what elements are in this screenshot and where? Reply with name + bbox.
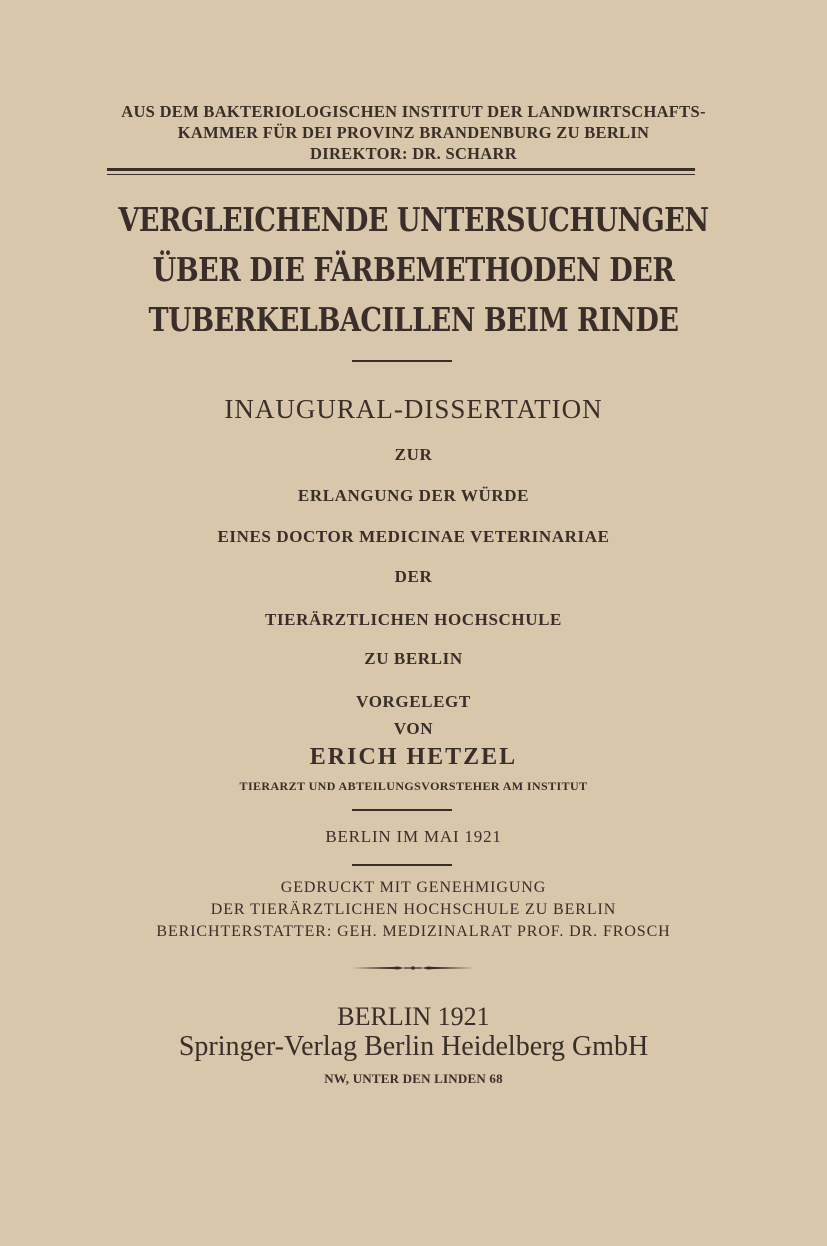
publisher-name: Springer-Verlag Berlin Heidelberg GmbH bbox=[178, 1031, 649, 1062]
dissertation-line-doctor: EINES DOCTOR MEDICINAE VETERINARIAE bbox=[217, 527, 610, 546]
header-line-1: AUS DEM BAKTERIOLOGISCHEN INSTITUT DER LANDWIRTSCHAFTS- bbox=[121, 102, 706, 121]
dissertation-line-zur: ZUR bbox=[394, 445, 433, 464]
header-double-rule bbox=[107, 168, 695, 175]
title-line-2: ÜBER DIE FÄRBEMETHODEN DER bbox=[152, 250, 675, 289]
title-rule bbox=[352, 360, 452, 362]
dissertation-line-erlangung: ERLANGUNG DER WÜRDE bbox=[297, 486, 530, 505]
header-line-3: DIREKTOR: DR. SCHARR bbox=[310, 144, 517, 163]
printing-line-3: BERICHTERSTATTER: GEH. MEDIZINALRAT PROF. DR. FROSCH bbox=[156, 923, 671, 940]
title-line-3: TUBERKELBACILLEN BEIM RINDE bbox=[148, 300, 679, 339]
date-rule bbox=[352, 864, 452, 866]
dissertation-line-vorgelegt: VORGELEGT bbox=[356, 692, 471, 711]
dissertation-heading: INAUGURAL-DISSERTATION bbox=[224, 394, 603, 424]
dissertation-line-von: VON bbox=[393, 719, 434, 738]
printing-line-2: DER TIERÄRZTLICHEN HOCHSCHULE ZU BERLIN bbox=[210, 901, 617, 918]
dissertation-line-berlin: ZU BERLIN bbox=[364, 649, 463, 668]
publisher-city-year: BERLIN 1921 bbox=[337, 1002, 490, 1031]
publisher-address: NW, UNTER DEN LINDEN 68 bbox=[324, 1071, 503, 1086]
ornament-rule bbox=[352, 963, 474, 973]
author-rule bbox=[352, 809, 452, 811]
author-name: ERICH HETZEL bbox=[309, 744, 518, 770]
printing-line-1: GEDRUCKT MIT GENEHMIGUNG bbox=[280, 879, 547, 896]
author-role: TIERARZT UND ABTEILUNGSVORSTEHER AM INSTITUT bbox=[239, 779, 588, 793]
dissertation-line-der: DER bbox=[394, 567, 433, 586]
title-line-1: VERGLEICHENDE UNTERSUCHUNGEN bbox=[118, 200, 709, 239]
dissertation-line-hochschule: TIERÄRZTLICHEN HOCHSCHULE bbox=[265, 610, 562, 629]
date-line: BERLIN IM MAI 1921 bbox=[325, 827, 502, 846]
header-line-2: KAMMER FÜR DEI PROVINZ BRANDENBURG ZU BERLIN bbox=[177, 123, 650, 142]
